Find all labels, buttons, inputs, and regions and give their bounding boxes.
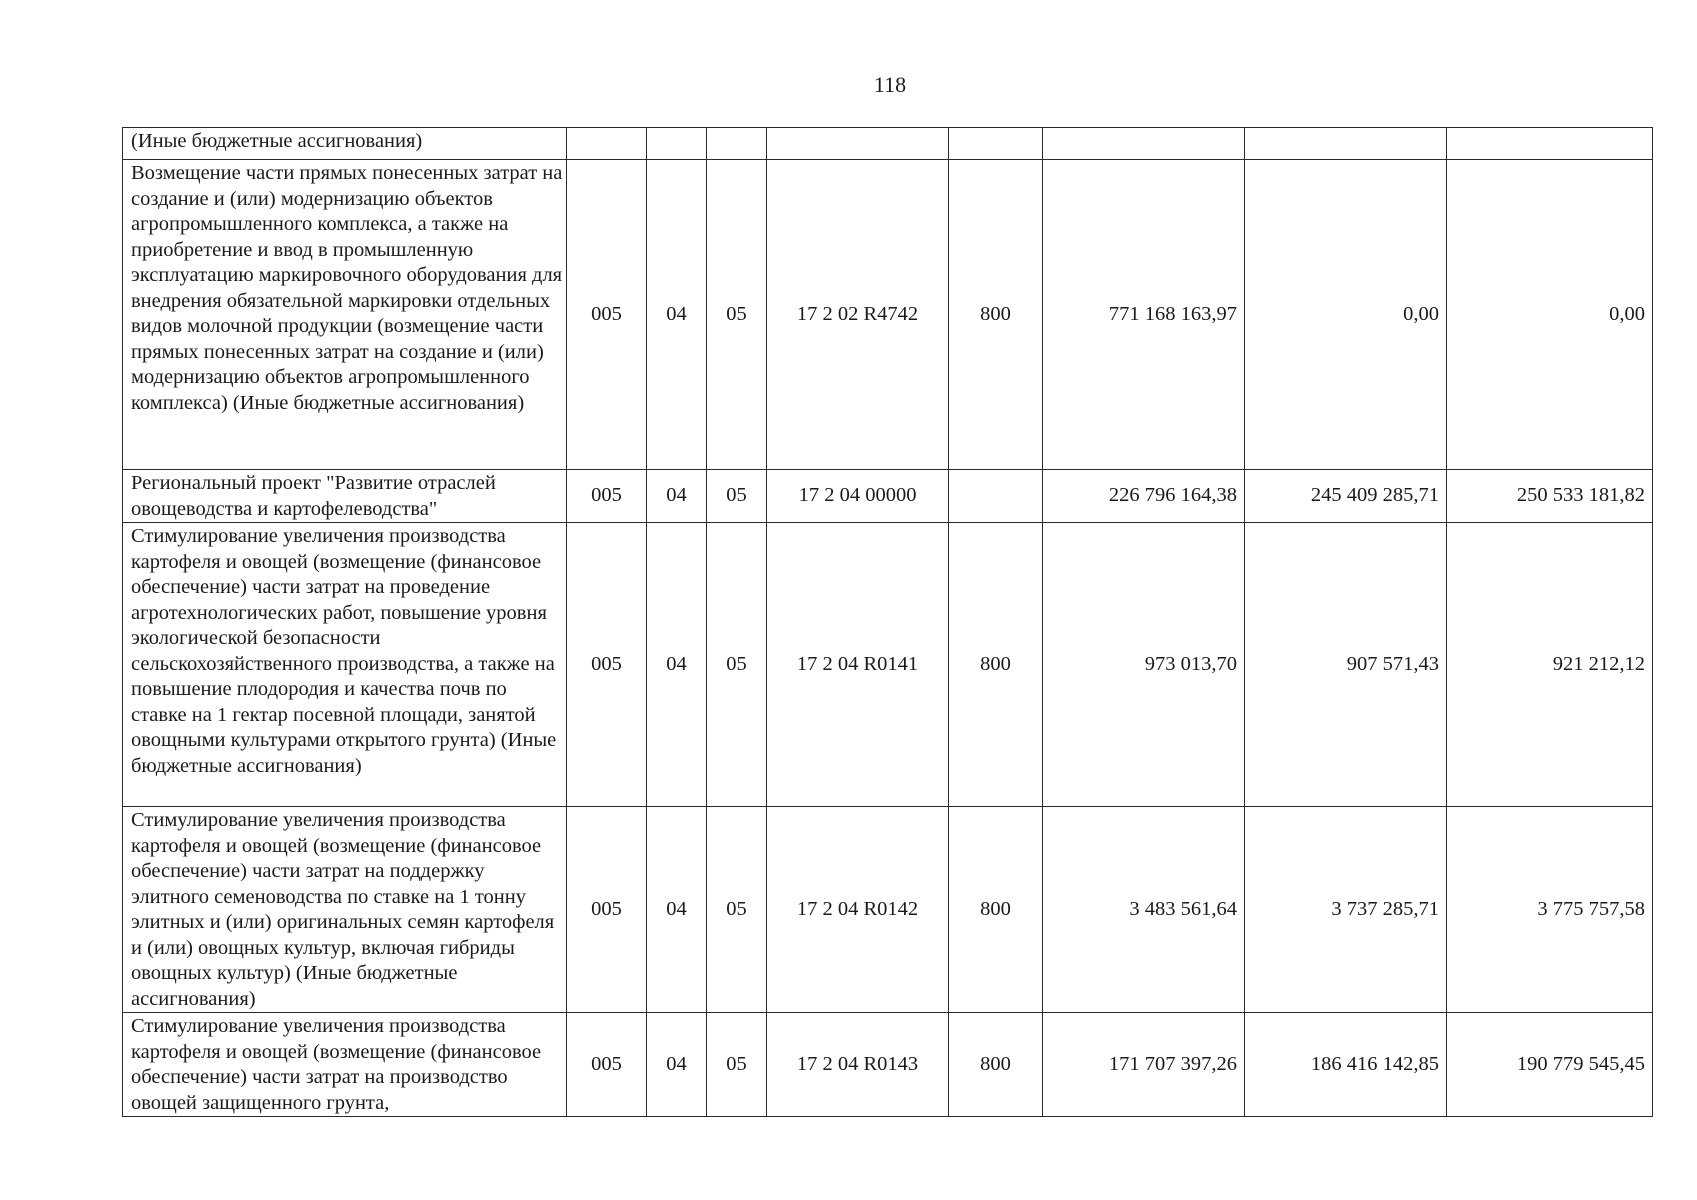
sum-year-2: 907 571,43 — [1245, 523, 1447, 807]
ved-cell: 005 — [567, 523, 647, 807]
ved-cell: 005 — [567, 160, 647, 470]
sum-year-3 — [1447, 128, 1653, 160]
vr-cell: 800 — [949, 807, 1043, 1013]
sum-year-3: 3 775 757,58 — [1447, 807, 1653, 1013]
page-number: 118 — [873, 72, 907, 97]
row-description: Региональный проект "Развитие отраслей овощеводства и картофелеводства" — [123, 470, 567, 523]
sum-year-1: 226 796 164,38 — [1043, 470, 1245, 523]
pr-cell: 05 — [707, 1013, 767, 1117]
sum-year-1: 171 707 397,26 — [1043, 1013, 1245, 1117]
row-description: Стимулирование увеличения производства картофеля и овощей (возмещение (финансовое обеспечение) части затрат на производство овощей защищенного грунта, — [123, 1013, 567, 1117]
sum-year-1: 771 168 163,97 — [1043, 160, 1245, 470]
csr-cell: 17 2 04 00000 — [767, 470, 949, 523]
sum-year-2: 3 737 285,71 — [1245, 807, 1447, 1013]
csr-cell: 17 2 04 R0142 — [767, 807, 949, 1013]
sum-year-2: 186 416 142,85 — [1245, 1013, 1447, 1117]
rz-cell: 04 — [647, 470, 707, 523]
csr-cell — [767, 128, 949, 160]
rz-cell: 04 — [647, 807, 707, 1013]
row-description: Стимулирование увеличения производства картофеля и овощей (возмещение (финансовое обеспечение) части затрат на проведение агротехнологических работ, повышение уровня экологической безопасности сельскохозяйственного производства, а также на повышение плодородия и качества почв по ставке на 1 гектар посевной площади, занятой овощными культурами открытого грунта) (Иные бюджетные ассигнования) — [123, 523, 567, 807]
sum-year-1: 3 483 561,64 — [1043, 807, 1245, 1013]
table-row — [123, 470, 1653, 523]
vr-cell: 800 — [949, 160, 1043, 470]
rz-cell: 04 — [647, 160, 707, 470]
sum-year-3: 250 533 181,82 — [1447, 470, 1653, 523]
csr-cell: 17 2 04 R0141 — [767, 523, 949, 807]
csr-cell: 17 2 04 R0143 — [767, 1013, 949, 1117]
pr-cell: 05 — [707, 160, 767, 470]
budget-table — [122, 127, 1653, 1117]
rz-cell — [647, 128, 707, 160]
pr-cell: 05 — [707, 807, 767, 1013]
rz-cell: 04 — [647, 523, 707, 807]
csr-cell: 17 2 02 R4742 — [767, 160, 949, 470]
table-row — [123, 1013, 1653, 1117]
sum-year-2: 245 409 285,71 — [1245, 470, 1447, 523]
ved-cell — [567, 128, 647, 160]
vr-cell — [949, 128, 1043, 160]
table-row — [123, 807, 1653, 1013]
vr-cell: 800 — [949, 1013, 1043, 1117]
table-row — [123, 160, 1653, 470]
sum-year-1: 973 013,70 — [1043, 523, 1245, 807]
pr-cell — [707, 128, 767, 160]
sum-year-1 — [1043, 128, 1245, 160]
table-row — [123, 128, 1653, 160]
rz-cell: 04 — [647, 1013, 707, 1117]
table-row — [123, 523, 1653, 807]
ved-cell: 005 — [567, 807, 647, 1013]
row-description: Возмещение части прямых понесенных затрат на создание и (или) модернизацию объектов агропромышленного комплекса, а также на приобретение и ввод в промышленную эксплуатацию маркировочного оборудования для внедрения обязательной маркировки отдельных видов молочной продукции (возмещение части прямых понесенных затрат на создание и (или) модернизацию объектов агропромышленного комплекса) (Иные бюджетные ассигнования) — [123, 160, 567, 470]
ved-cell: 005 — [567, 1013, 647, 1117]
sum-year-3: 921 212,12 — [1447, 523, 1653, 807]
vr-cell: 800 — [949, 523, 1043, 807]
sum-year-3: 0,00 — [1447, 160, 1653, 470]
sum-year-2 — [1245, 128, 1447, 160]
row-description: (Иные бюджетные ассигнования) — [123, 128, 567, 160]
ved-cell: 005 — [567, 470, 647, 523]
sum-year-3: 190 779 545,45 — [1447, 1013, 1653, 1117]
sum-year-2: 0,00 — [1245, 160, 1447, 470]
row-description: Стимулирование увеличения производства картофеля и овощей (возмещение (финансовое обеспечение) части затрат на поддержку элитного семеноводства по ставке на 1 тонну элитных и (или) оригинальных семян картофеля и (или) овощных культур, включая гибриды овощных культур) (Иные бюджетные ассигнования) — [123, 807, 567, 1013]
vr-cell — [949, 470, 1043, 523]
pr-cell: 05 — [707, 470, 767, 523]
pr-cell: 05 — [707, 523, 767, 807]
